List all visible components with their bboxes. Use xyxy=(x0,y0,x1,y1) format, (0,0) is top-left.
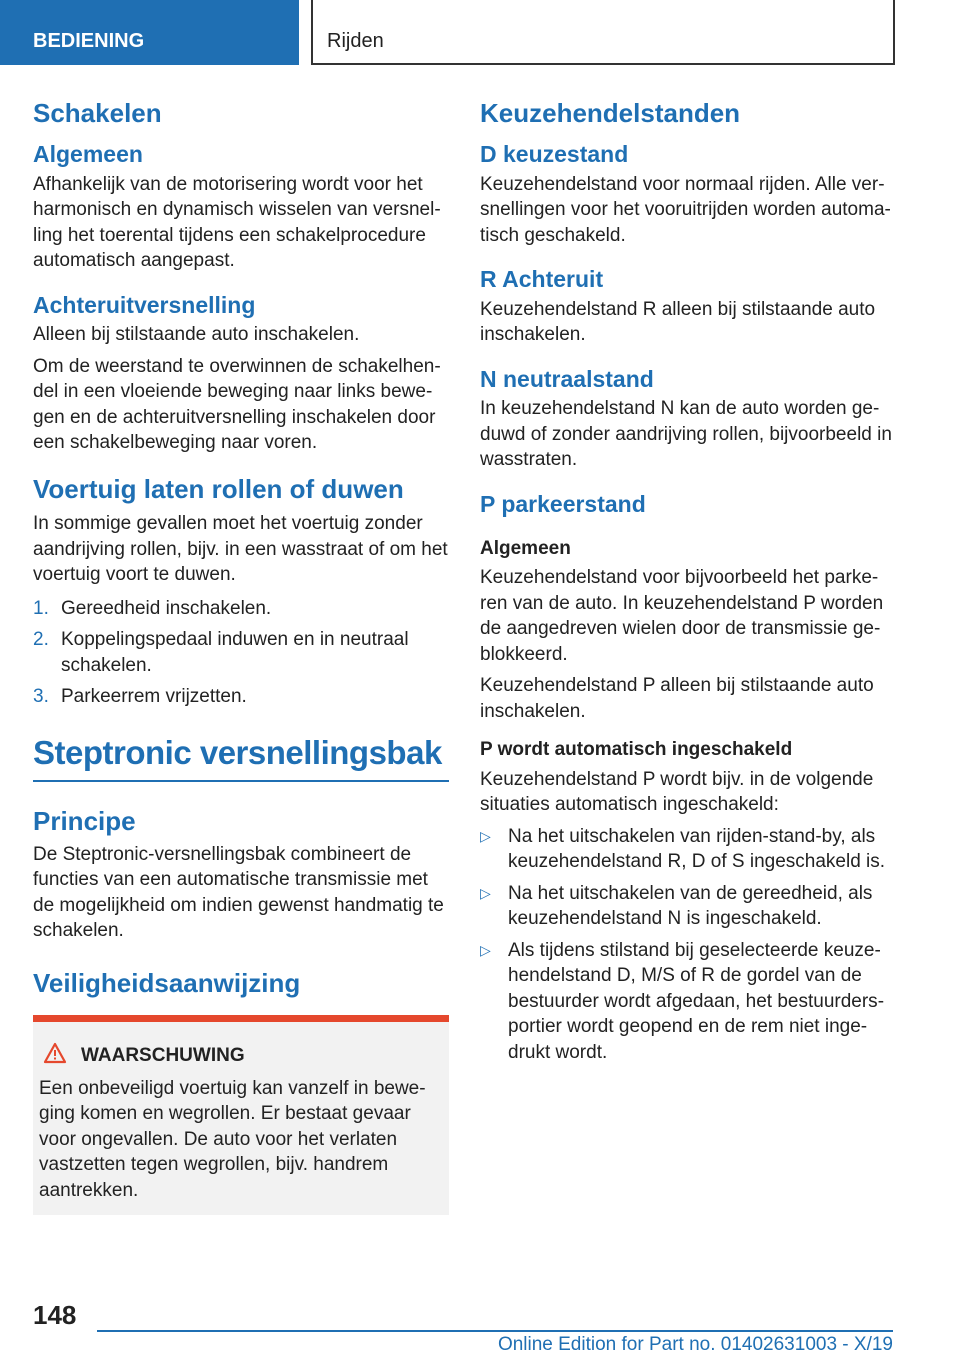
heading-veiligheid: Veiligheidsaanwijzing xyxy=(33,967,301,998)
bullet-triangle-icon: ▷ xyxy=(480,884,491,901)
list-item: ▷ Als tijdens stilstand bij geselecteerde keuzehendelstand D, M/S of R de gordel van de bestuurder wordt afgedaan, het bestuurdersportier wordt geopend en de rem niet ingedrukt wordt. xyxy=(480,939,885,1063)
heading-n-stand: N neutraalstand xyxy=(480,365,654,392)
section-tab xyxy=(0,0,299,65)
principe-text: De Steptronic-versnellingsbak combineert de functies van een automatische transmissie met de mogelijkheid om indien gewenst handmatig te schakelen. xyxy=(33,843,444,942)
list-item: 2. Koppelingspedaal induwen en in neutraal schakelen. xyxy=(33,629,409,676)
list-item: 3. Parkeerrem vrijzetten. xyxy=(33,686,247,708)
subheading-p-automatisch: P wordt automatisch ingeschakeld xyxy=(480,739,793,761)
achteruit-text-2: Om de weerstand te overwinnen de schakelhendel in een vloeiende beweging naar links bewegen en de achteruitversnelling inschakelen door een schakelbeweging naar voren. xyxy=(33,355,441,454)
algemeen-text: Afhankelijk van de motorisering wordt voor het harmonisch en dynamisch wisselen van versnelling het toerental tijdens een schakelprocedure automatisch aangepast. xyxy=(33,173,441,272)
warning-text: Een onbeveiligd voertuig kan vanzelf in beweging komen en wegrollen. Er bestaat gevaar voor ongevallen. De auto voor het verlaten vastzetten tegen wegrollen, bijv. handrem aantrekken. xyxy=(39,1077,426,1201)
footer-edition: Online Edition for Part no. 01402631003 - X/19 xyxy=(497,1334,893,1355)
heading-keuzehendelstanden: Keuzehendelstanden xyxy=(480,98,741,128)
d-stand-text: Keuzehendelstand voor normaal rijden. Alle versnellingen voor het vooruitrijden worden automatisch geschakeld. xyxy=(480,173,891,246)
list-item: ▷ Na het uitschakelen van de gereedheid, als keuzehendelstand N is ingeschakeld. xyxy=(480,882,873,930)
warning-box xyxy=(33,1015,449,1216)
p-automatisch-list xyxy=(480,824,896,1066)
n-stand-text: In keuzehendelstand N kan de auto worden geduwd of zonder aandrijving rollen, bijvoorbeeld in wasstraten. xyxy=(480,398,892,471)
chapter-title: Rijden xyxy=(327,30,384,52)
page-number: 148 xyxy=(33,1300,77,1330)
heading-schakelen: Schakelen xyxy=(33,98,162,128)
footer-divider xyxy=(97,1330,893,1332)
warning-title: WAARSCHUWING xyxy=(81,1044,245,1066)
heading-steptronic: Steptronic versnellingsbak xyxy=(33,732,449,783)
list-item: 1. Gereedheid inschakelen. xyxy=(33,597,272,619)
heading-principe: Principe xyxy=(33,806,136,837)
section-title: BEDIENING xyxy=(33,30,145,52)
chapter-tab xyxy=(311,0,895,65)
achteruit-text-1: Alleen bij stilstaande auto inschakelen. xyxy=(33,324,360,346)
heading-r-stand: R Achteruit xyxy=(480,266,604,293)
warning-triangle-icon xyxy=(39,1042,81,1070)
right-column xyxy=(480,98,896,1071)
bullet-triangle-icon: ▷ xyxy=(480,941,491,958)
p-stand-text-2: Keuzehendelstand P alleen bij stilstaande auto inschakelen. xyxy=(480,675,874,722)
heading-p-stand: P parkeerstand xyxy=(480,490,646,517)
bullet-triangle-icon: ▷ xyxy=(480,827,491,844)
left-column xyxy=(33,98,449,1215)
list-item: ▷ Na het uitschakelen van rijden-stand-by, als keuzehendelstand R, D of S ingeschakeld is. xyxy=(480,825,886,873)
r-stand-text: Keuzehendelstand R alleen bij stilstaande auto inschakelen. xyxy=(480,298,876,346)
rollen-text: In sommige gevallen moet het voertuig zonder aandrijving rollen, bijv. in een wasstraat of om het voertuig voort te duwen. xyxy=(33,513,448,586)
p-stand-text-1: Keuzehendelstand voor bijvoorbeeld het parkeren van de auto. In keuzehendelstand P worden de aangedreven wielen door de transmissie geblokkeerd. xyxy=(480,567,884,665)
heading-rollen: Voertuig laten rollen of duwen xyxy=(33,473,404,504)
heading-achteruit: Achteruitversnelling xyxy=(33,291,256,318)
rollen-steps xyxy=(33,596,449,710)
subheading-p-algemeen: Algemeen xyxy=(480,537,571,559)
heading-d-stand: D keuzestand xyxy=(480,141,629,168)
p-stand-text-3: Keuzehendelstand P wordt bijv. in de volgende situaties automatisch ingeschakeld: xyxy=(480,768,874,816)
heading-algemeen: Algemeen xyxy=(33,141,143,168)
warning-header xyxy=(39,1042,443,1070)
